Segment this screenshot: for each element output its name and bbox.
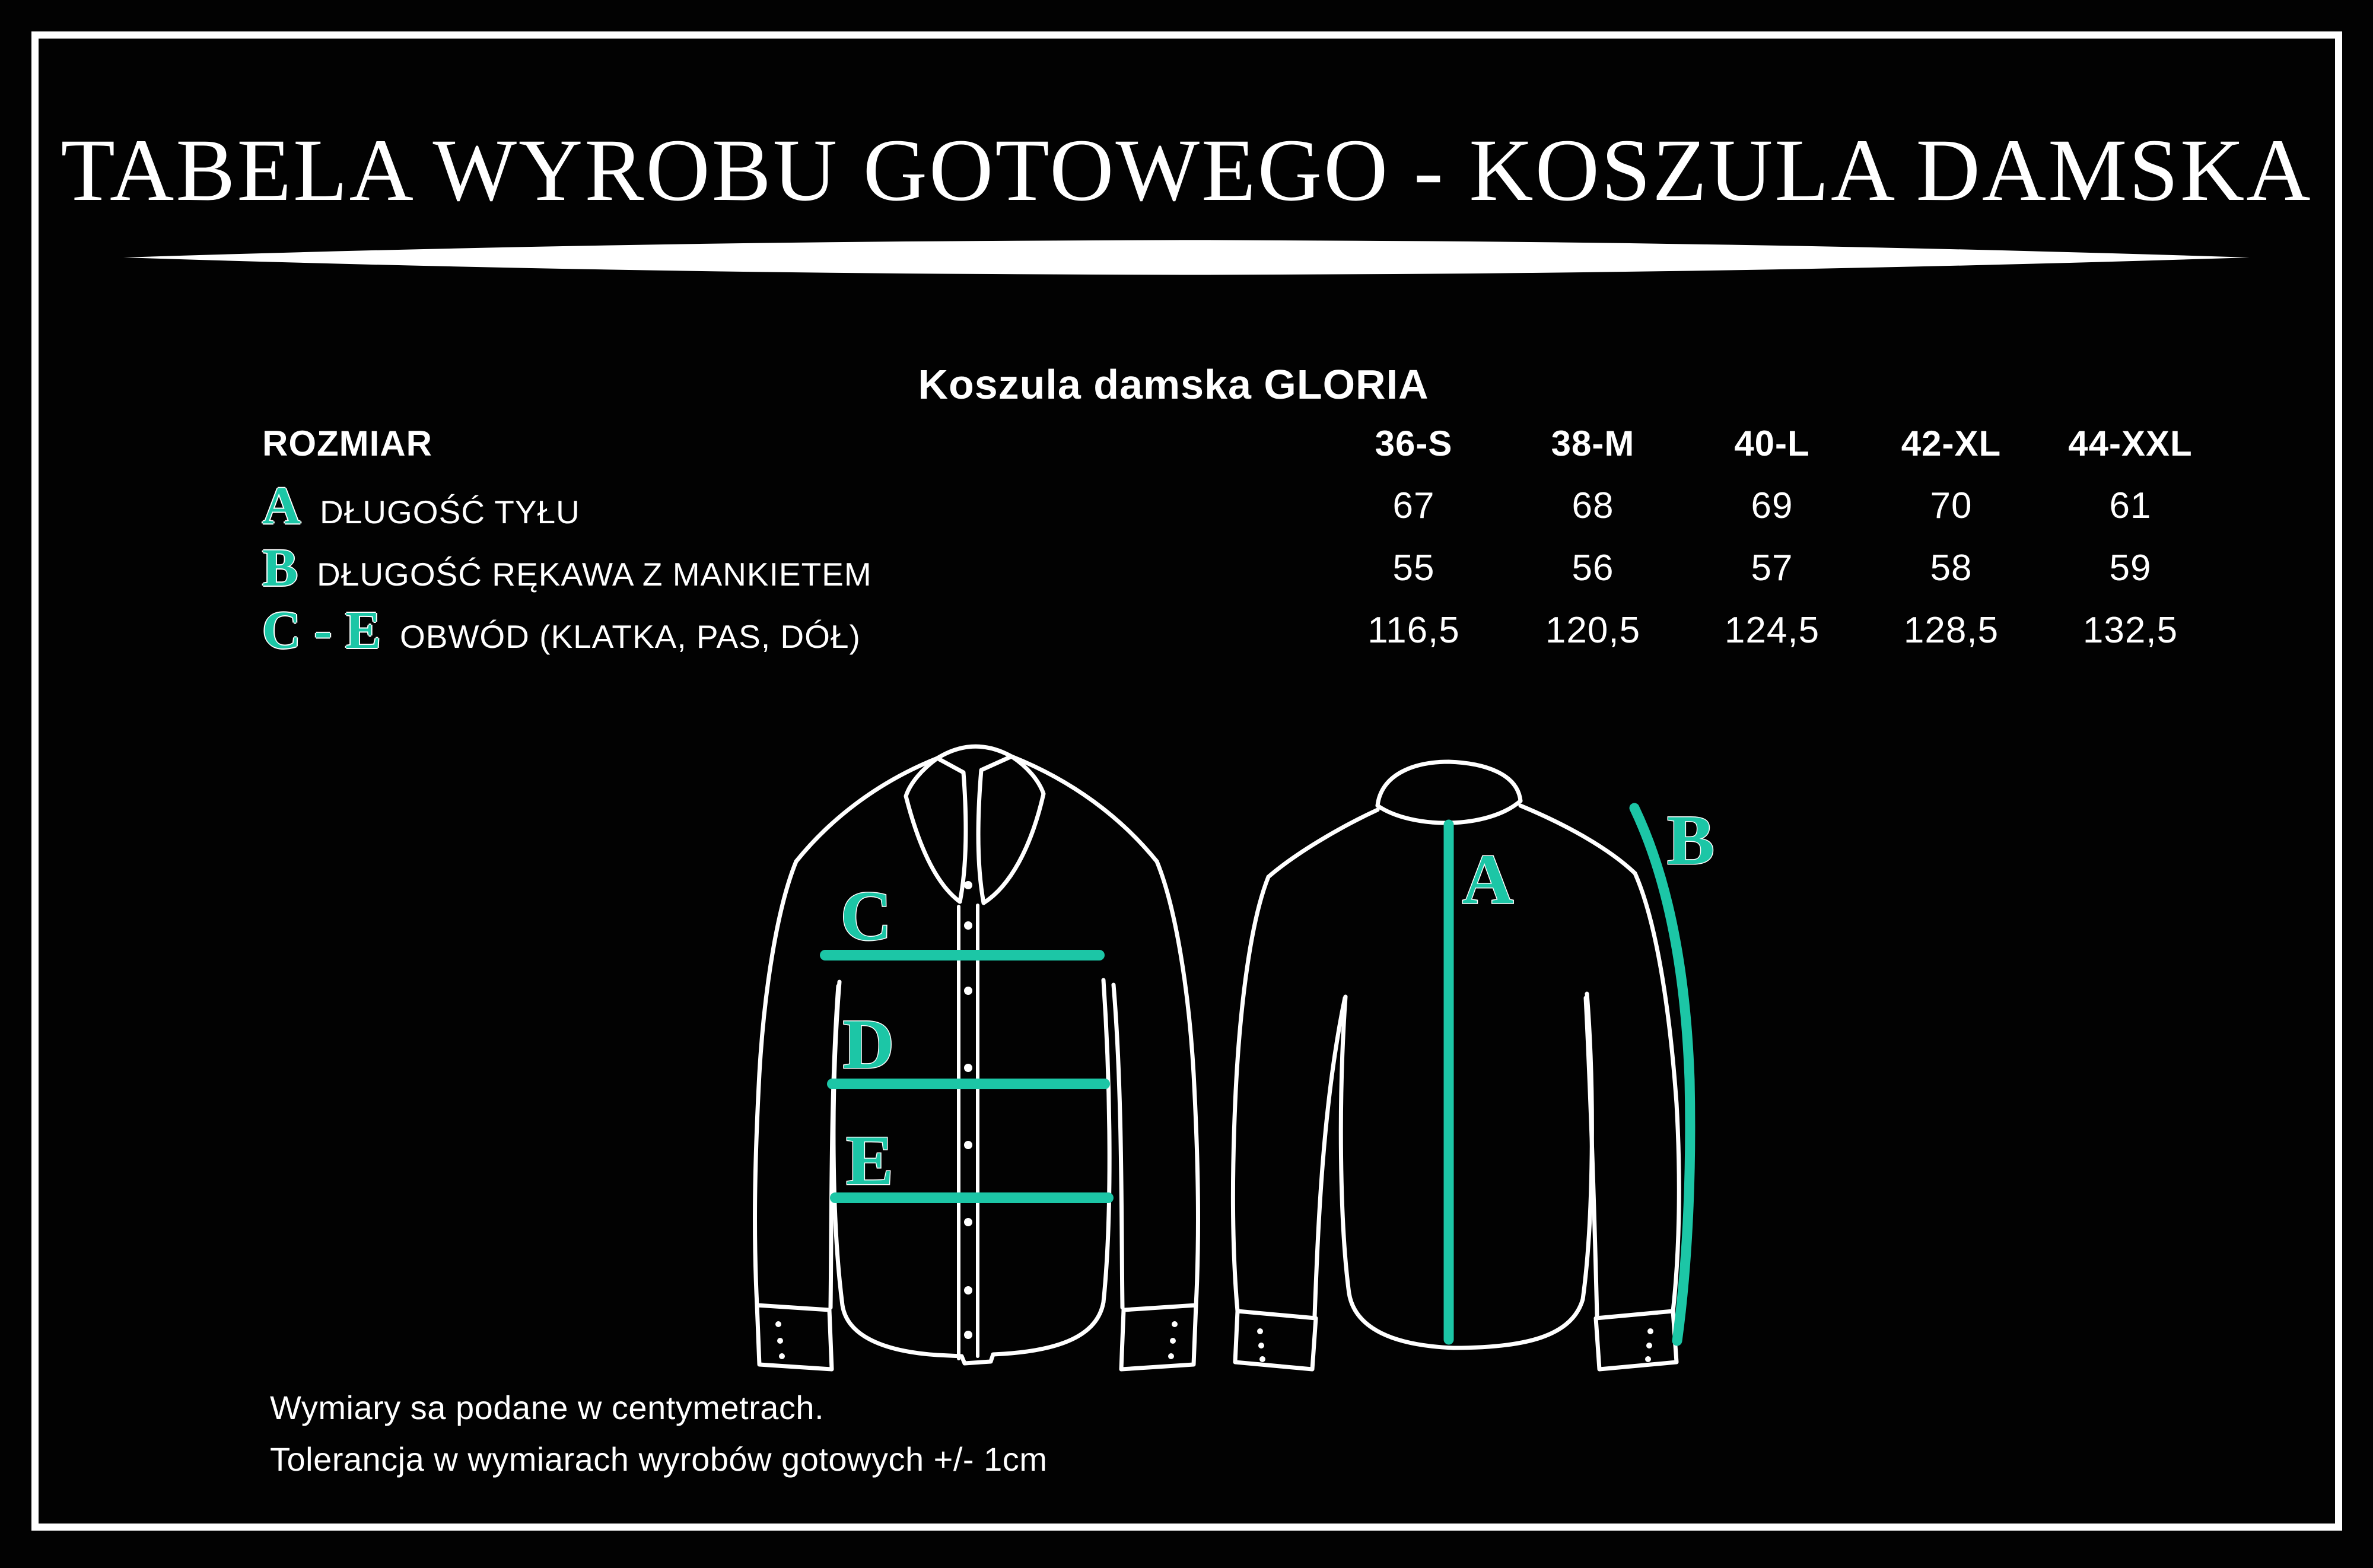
table-value: 56 — [1572, 548, 1614, 589]
table-value: 69 — [1751, 485, 1793, 526]
table-value: 67 — [1392, 485, 1435, 526]
measure-label: OBWÓD (KLATKA, PAS, DÓŁ) — [400, 618, 861, 655]
table-value: 116,5 — [1367, 610, 1460, 651]
page-title: TABELA WYROBU GOTOWEGO - KOSZULA DAMSKA — [61, 121, 2312, 220]
product-title: Koszula damska GLORIA — [918, 361, 1429, 408]
shirt-back-illustration — [1216, 712, 1750, 1376]
lens-divider — [119, 238, 2254, 280]
footer-line-tolerance: Tolerancja w wymiarach wyrobów gotowych +/- 1cm — [270, 1440, 1048, 1478]
table-value: 58 — [1930, 548, 1973, 589]
diagram-letter-e: E — [845, 1121, 894, 1200]
diagram-letter-c: C — [840, 876, 892, 955]
back-letter-labels — [1462, 800, 1714, 918]
measure-letter-c-e: C - E — [262, 600, 381, 660]
measure-letter-a: A — [262, 476, 301, 535]
measure-letter-b: B — [262, 538, 298, 597]
shirt-front-outline — [755, 746, 1198, 1369]
front-letter-labels — [841, 876, 895, 1200]
table-row-label — [262, 476, 1324, 535]
size-row-header: ROZMIAR — [262, 424, 432, 463]
diagram-letter-d: D — [842, 1004, 895, 1083]
diagram-letter-b: B — [1666, 800, 1715, 879]
size-column-header: 38-M — [1551, 424, 1635, 463]
table-value: 128,5 — [1903, 610, 1999, 651]
table-value: 57 — [1751, 548, 1793, 589]
measure-label: DŁUGOŚĆ RĘKAWA Z MANKIETEM — [317, 555, 872, 593]
table-value: 59 — [2109, 548, 2152, 589]
diagram-letter-a: A — [1462, 839, 1514, 918]
footer-line-units: Wymiary sa podane w centymetrach. — [270, 1389, 825, 1426]
table-value: 68 — [1572, 485, 1614, 526]
size-column-header: 36-S — [1375, 424, 1453, 463]
table-value: 55 — [1392, 548, 1435, 589]
table-value: 70 — [1930, 485, 1973, 526]
shirt-back-outline — [1233, 762, 1679, 1369]
table-row-label — [262, 538, 1324, 597]
measure-label: DŁUGOŚĆ TYŁU — [320, 493, 580, 530]
size-table — [262, 412, 2220, 661]
table-value: 61 — [2109, 485, 2152, 526]
table-value: 120,5 — [1545, 610, 1641, 651]
table-value: 132,5 — [2082, 610, 2178, 651]
size-column-header: 42-XL — [1901, 424, 2002, 463]
table-row-label — [262, 600, 1324, 660]
footer-note — [270, 1382, 1047, 1486]
size-column-header: 44-XXL — [2068, 424, 2193, 463]
table-value: 124,5 — [1724, 610, 1820, 651]
shirt-front-illustration — [742, 712, 1216, 1376]
size-column-header: 40-L — [1734, 424, 1810, 463]
